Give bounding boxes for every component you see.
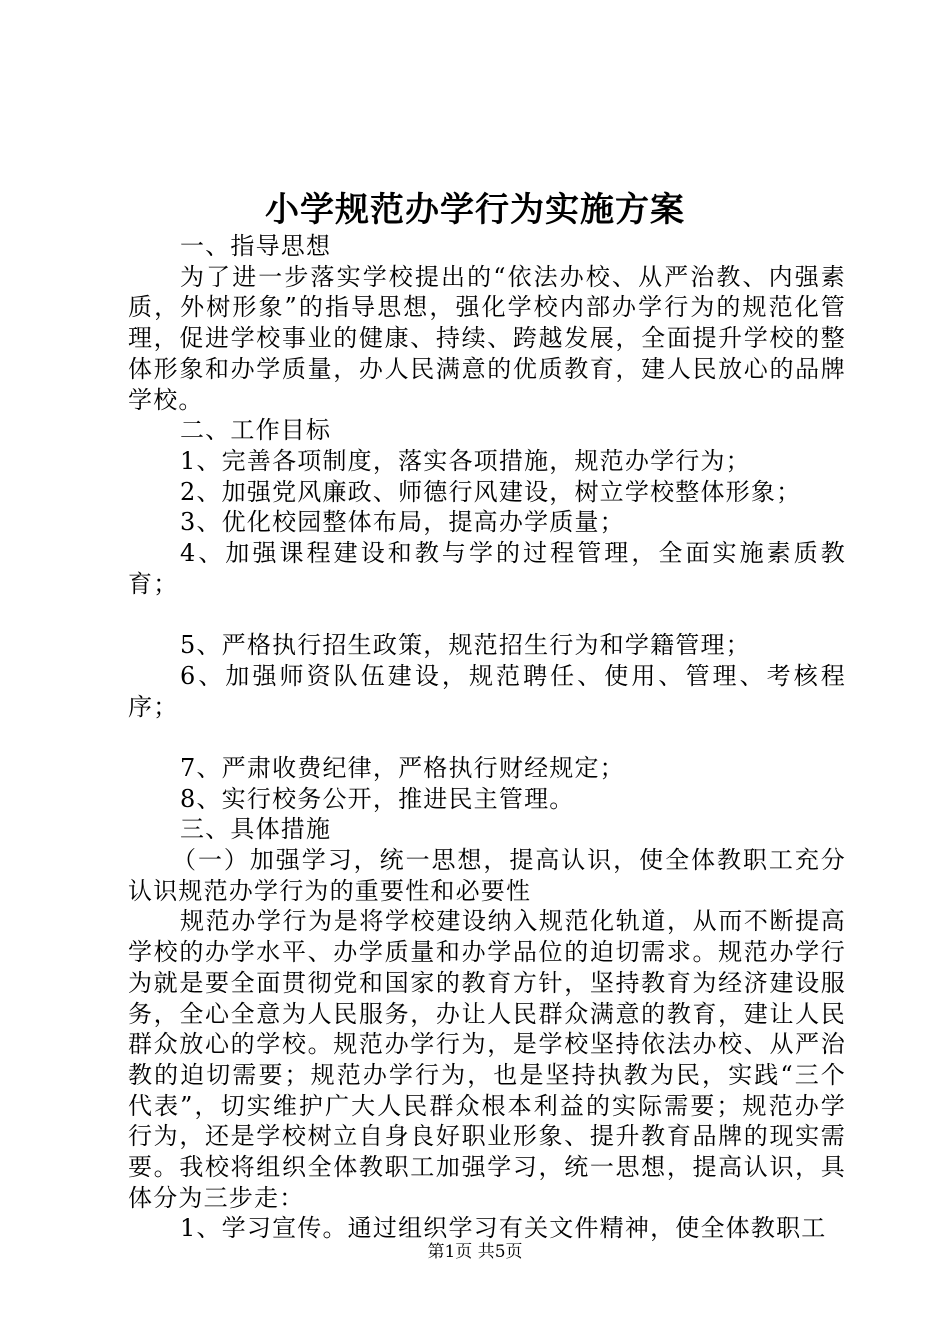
- page-footer: 第1页 共5页: [427, 1242, 523, 1262]
- section-heading-specific-measures: 三、具体措施: [180, 815, 332, 844]
- section-heading-guiding-thought: 一、指导思想: [180, 232, 332, 260]
- section-heading-work-goals: 二、工作目标: [180, 416, 332, 445]
- goal-item-5: 5、严格执行招生政策，规范招生行为和学籍管理；: [180, 631, 751, 660]
- subsection-heading-1: （一）加强学习，统一思想，提高认识，使全体教职工充分认识规范办学行为的重要性和必要性: [128, 846, 846, 905]
- document-body: [128, 231, 846, 1244]
- blank-line: [128, 599, 846, 630]
- goal-item-2: 2、加强党风廉政、师德行风建设，树立学校整体形象；: [180, 477, 802, 506]
- goal-item-1: 1、完善各项制度，落实各项措施，规范办学行为；: [180, 446, 751, 475]
- paragraph-guiding-thought: 为了进一步落实学校提出的“依法办校、从严治教、内强素质，外树形象”的指导思想，强化学校内部办学行为的规范化管理，促进学校事业的健康、持续、跨越发展，全面提升学校的整体形象和办学质量，办人民满意的优质教育，建人民放心的品牌学校。: [128, 262, 846, 414]
- document-title: 小学规范办学行为实施方案: [265, 190, 685, 230]
- goal-item-8: 8、实行校务公开，推进民主管理。: [180, 784, 575, 813]
- goal-item-6: 6、加强师资队伍建设，规范聘任、使用、管理、考核程序；: [128, 661, 846, 721]
- goal-item-4: 4、加强课程建设和教与学的过程管理，全面实施素质教育；: [128, 539, 846, 598]
- blank-line: [128, 722, 846, 753]
- goal-item-3: 3、优化校园整体布局，提高办学质量；: [180, 508, 625, 537]
- paragraph-specific-measures: 规范办学行为是将学校建设纳入规范化轨道，从而不断提高学校的办学水平、办学质量和办学品位的迫切需求。规范办学行为就是要全面贯彻党和国家的教育方针，坚持教育为经济建设服务，全心全意为人民服务，办让人民群众满意的教育，建让人民群众放心的学校。规范办学行为，是学校坚持依法办校、从严治教的迫切需要；规范办学行为，也是坚持执教为民，实践“三个代表”，切实维护广大人民群众根本利益的实际需要；规范办学行为，还是学校树立自身良好职业形象、提升教育品牌的现实需要。我校将组织全体教职工加强学习，统一思想，提高认识，具体分为三步走：: [128, 907, 846, 1212]
- step-item-1: 1、学习宣传。通过组织学习有关文件精神，使全体教职工: [180, 1214, 827, 1243]
- goal-item-7: 7、严肃收费纪律，严格执行财经规定；: [180, 753, 625, 782]
